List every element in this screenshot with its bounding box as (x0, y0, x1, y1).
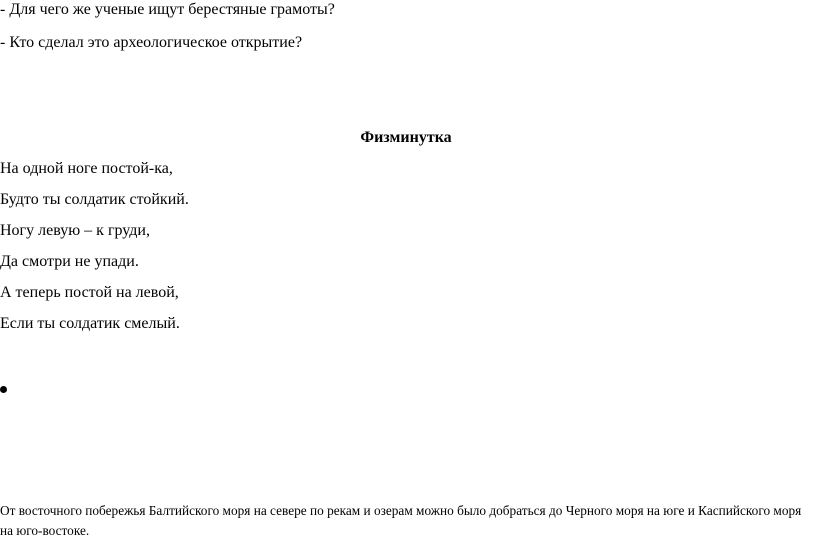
heading-wrapper (0, 128, 816, 148)
paragraph: От восточного побережья Балтийского моря на севере по рекам и озерам можно было добраться до Черного моря на юге и Каспийского моря на юго-востоке. (0, 503, 802, 538)
bullet-icon (0, 386, 7, 393)
poem-line: Если ты солдатик смелый. (0, 315, 180, 332)
poem-line: Да смотри не упади. (0, 253, 139, 270)
question-1: - Для чего же ученые ищут берестяные грамоты? (0, 1, 335, 18)
poem-line: Ногу левую – к груди, (0, 222, 150, 239)
question-2: - Кто сделал это археологическое открытие? (0, 34, 303, 51)
poem-line: А теперь постой на левой, (0, 284, 179, 301)
poem-line: На одной ноге постой-ка, (0, 160, 173, 177)
poem (0, 159, 189, 345)
section-heading: Физминутка (360, 129, 452, 146)
poem-line: Будто ты солдатик стойкий. (0, 191, 189, 208)
